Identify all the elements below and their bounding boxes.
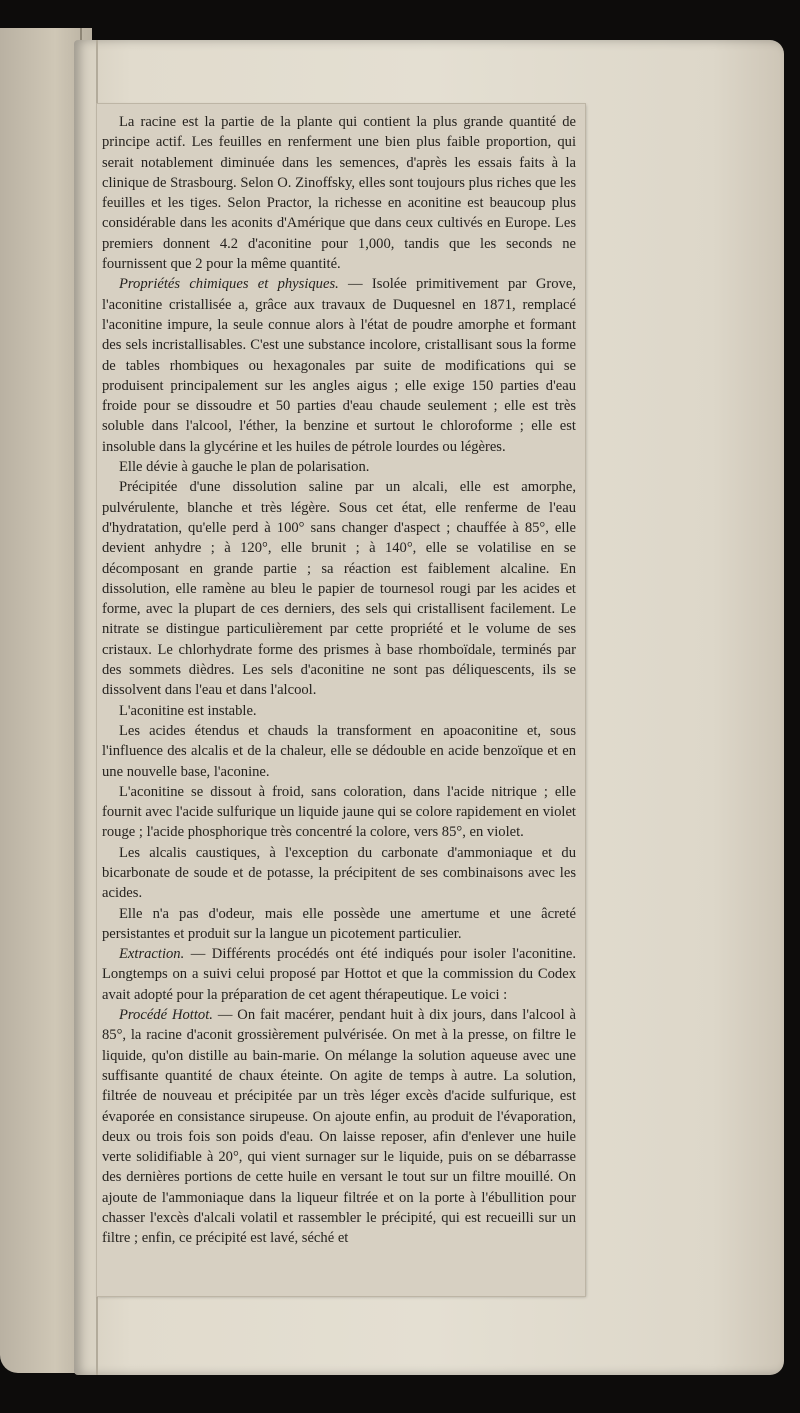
paragraph (102, 112, 576, 274)
paragraph-text: Les alcalis caustiques, à l'exception du carbonate d'ammoniaque et du bicarbonate de soude et de potasse, la précipitent de ses combinaisons avec les acides. (102, 844, 576, 902)
paragraph-text: Les acides étendus et chauds la transforment en apoaconitine et, sous l'influence des alcalis et de la chaleur, elle se dédouble en acide benzoïque et en une nouvelle base, l'aconine. (102, 722, 576, 780)
paragraph (102, 782, 576, 843)
paragraph-lead: Extraction. (119, 946, 185, 963)
paragraph (102, 701, 576, 721)
paragraph (102, 721, 576, 782)
paragraph-text: — Différents procédés ont été indiqués pour isoler l'aconitine. Longtemps on a suivi celui proposé par Hottot et que la commission du Codex avait adopté pour la préparation de cet agent thérapeutique. Le voici : (102, 946, 576, 1003)
pasted-text-clipping (97, 104, 585, 1296)
paragraph-text: L'aconitine se dissout à froid, sans coloration, dans l'acide nitrique ; elle fournit avec l'acide sulfurique un liquide jaune qui se colore rapidement en violet rouge ; l'acide phosphorique très concentré la colore, vers 85°, en violet. (102, 783, 576, 841)
paragraph (102, 274, 576, 457)
paragraph (102, 843, 576, 904)
paragraph-text: L'aconitine est instable. (119, 702, 257, 719)
article-body (102, 112, 576, 1249)
paragraph-lead: Propriétés chimiques et physiques. (119, 276, 339, 293)
paragraph-text: La racine est la partie de la plante qui contient la plus grande quantité de principe actif. Les feuilles en renferment une bien plus faible proportion, qui serait notablement diminuée dans les semences, d'après les essais faits à la clinique de Strasbourg. Selon O. Zinoffsky, elles sont toujours plus riches que les feuilles et les tiges. Selon Practor, la richesse en aconitine est beaucoup plus considérable dans les aconits d'Amérique que dans ceux cultivés en Europe. Les premiers donnent 4.2 d'aconitine pour 1,000, tandis que les seconds ne fournissent que 2 pour la même quantité. (102, 114, 576, 273)
paragraph (102, 477, 576, 700)
paragraph (102, 904, 576, 945)
paragraph-text: — Isolée primitivement par Grove, l'aconitine cristallisée a, grâce aux travaux de Duquesnel en 1871, remplacé l'aconitine impure, la seule connue alors à l'état de poudre amorphe et formant des sels incristallisables. C'est une substance incolore, cristallisant sous la forme de tables rhombiques ou hexagonales par suite de modifications qui se produisent principalement sur les angles aigus ; elle exige 150 parties d'eau froide pour se dissoudre et 50 parties d'eau chaude seulement ; elle est très soluble dans l'alcool, l'éther, la benzine et surtout le chloroforme ; elle est insoluble dans la glycérine et les huiles de pétrole lourdes ou légères. (102, 276, 576, 455)
paragraph-text: Précipitée d'une dissolution saline par un alcali, elle est amorphe, pulvérulente, blanche et très légère. Sous cet état, elle renferme de l'eau d'hydratation, qu'elle perd à 100° sans changer d'aspect ; chauffée à 85°, elle devient anhydre ; à 120°, elle brunit ; à 140°, elle se volatilise en se décomposant en grande partie ; sa réaction est faiblement alcaline. En dissolution, elle ramène au bleu le papier de tournesol rougi par les acides et forme, avec la plupart de ces derniers, des sels qui cristallisent facilement. Le nitrate se distingue particulièrement par cette propriété et le volume de ses cristaux. Le chlorhydrate forme des prismes à base rhomboïdale, terminés par des sommets dièdres. Les sels d'aconitine ne sont pas déliquescents, ils se dissolvent dans l'eau et dans l'alcool. (102, 479, 576, 699)
paragraph-text: Elle dévie à gauche le plan de polarisation. (119, 459, 370, 476)
paragraph (102, 1005, 576, 1249)
paragraph-text: — On fait macérer, pendant huit à dix jours, dans l'alcool à 85°, la racine d'aconit grossièrement pulvérisée. On met à la presse, on filtre le liquide, qu'on distille au bain-marie. On mélange la solution aqueuse avec une suffisante quantité de chaux éteinte. On agite de temps à autre. La solution, filtrée de nouveau et précipitée par un très léger excès d'acide sulfurique, est évaporée en consistance sirupeuse. On ajoute enfin, au produit de l'évaporation, deux ou trois fois son poids d'eau. On laisse reposer, afin d'enlever une huile verte solidifiable à 20°, qui vient surnager sur le liquide, puis on se débarrasse des dernières portions de cette huile en versant le tout sur un filtre mouillé. On ajoute de l'ammoniaque dans la liqueur filtrée et on la porte à l'ébullition pour chasser l'excès d'alcali volatil et rassembler le précipité, qui est recueilli sur un filtre ; enfin, ce précipité est lavé, séché et (102, 1007, 576, 1247)
paragraph-text: Elle n'a pas d'odeur, mais elle possède une amertume et une âcreté persistantes et produit sur la langue un picotement particulier. (102, 905, 576, 942)
paragraph (102, 457, 576, 477)
paragraph (102, 944, 576, 1005)
paragraph-lead: Procédé Hottot. (119, 1007, 213, 1024)
